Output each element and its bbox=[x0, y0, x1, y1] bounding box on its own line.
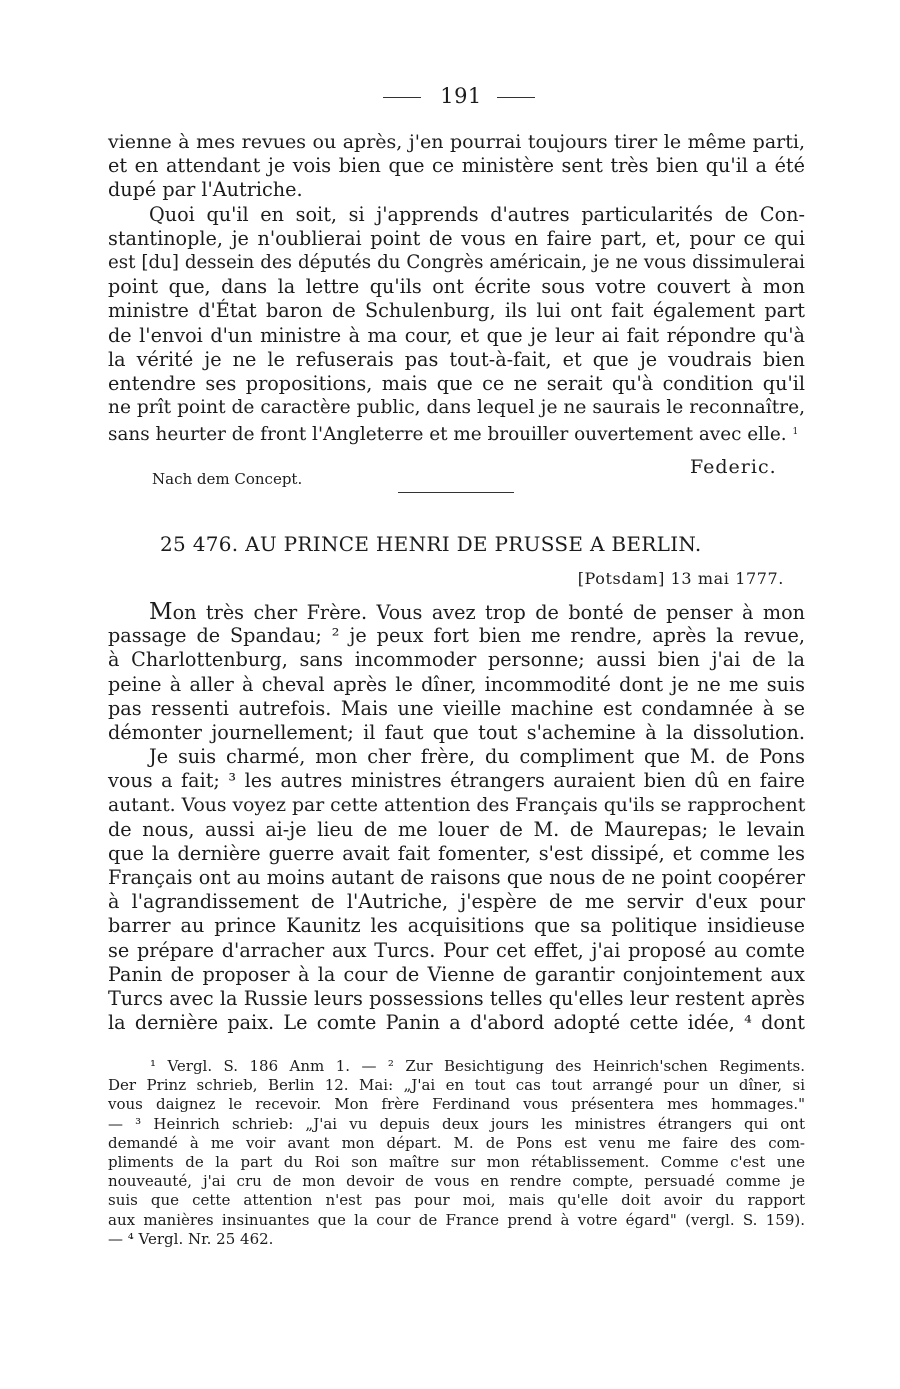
letter-dateline: [Potsdam] 13 mai 1777. bbox=[577, 569, 784, 588]
footnote-line: demandé à me voir avant mon départ. M. de Pons est venu me faire des com- bbox=[108, 1133, 805, 1152]
letter-heading: 25 476. AU PRINCE HENRI DE PRUSSE A BERLIN. bbox=[160, 532, 702, 556]
text-line: pas ressenti autrefois. Mais une vieille machine est condamnée à se bbox=[108, 696, 805, 720]
text-line: la dernière paix. Le comte Panin a d'abord adopté cette idée, ⁴ dont bbox=[108, 1011, 805, 1035]
text-line-content: on très cher Frère. Vous avez trop de bonté de penser à mon bbox=[172, 601, 805, 624]
header-rule-right bbox=[497, 97, 535, 98]
text-line-content: sans heurter de front l'Angleterre et me brouiller ouvertement avec elle. bbox=[108, 424, 787, 446]
source-note: Nach dem Concept. bbox=[152, 470, 303, 488]
text-line: démonter journellement; il faut que tout s'achemine à la dissolution. bbox=[108, 720, 805, 744]
footnote-line: nouveauté, j'ai cru de mon devoir de vous en rendre compte, persuadé comme je bbox=[108, 1172, 805, 1191]
footnote-line: aux manières insinuantes que la cour de France prend à votre égard" (vergl. S. 159). bbox=[108, 1210, 805, 1229]
text-line: que la dernière guerre avait fait fomenter, s'est dissipé, et comme les bbox=[108, 841, 805, 865]
header-rule-left bbox=[383, 97, 421, 98]
text-line: Français ont au moins autant de raisons que nous de ne point coopérer bbox=[108, 866, 805, 890]
text-line: entendre ses propositions, mais que ce ne serait qu'à condition qu'il bbox=[108, 371, 805, 395]
section-separator bbox=[398, 492, 514, 493]
text-line: de l'envoi d'un ministre à ma cour, et que je leur ai fait répondre qu'à bbox=[108, 323, 805, 347]
footnote-line: Der Prinz schrieb, Berlin 12. Mai: „J'ai en tout cas tout arrangé pour un dîner, si bbox=[108, 1076, 805, 1095]
page-header bbox=[0, 84, 900, 108]
text-line: à l'agrandissement de l'Autriche, j'espère de me servir d'eux pour bbox=[108, 890, 805, 914]
text-line: Turcs avec la Russie leurs possessions telles qu'elles leur restent après bbox=[108, 987, 805, 1010]
page-number: 191 bbox=[440, 84, 482, 108]
text-line: vous a fait; ³ les autres ministres étrangers auraient bien dû en faire bbox=[108, 769, 805, 793]
text-line: de nous, aussi ai-je lieu de me louer de M. de Maurepas; le levain bbox=[108, 817, 805, 841]
text-line: stantinople, je n'oublierai point de vous en faire part, et, pour ce qui bbox=[108, 226, 805, 250]
letter-body bbox=[108, 600, 805, 1035]
footnote-line: ¹ Vergl. S. 186 Anm 1. — ² Zur Besichtigung des Heinrich'schen Regiments. bbox=[150, 1057, 805, 1075]
footnote-line: — ³ Heinrich schrieb: „J'ai vu depuis deux jours les ministres étrangers qui ont bbox=[108, 1114, 805, 1133]
text-line bbox=[108, 600, 805, 624]
footnote-mark: 1 bbox=[792, 427, 799, 438]
text-line: ne prît point de caractère public, dans lequel je ne saurais le reconnaître, bbox=[108, 397, 805, 419]
text-line: vienne à mes revues ou après, j'en pourrai toujours tirer le même parti, bbox=[108, 131, 805, 153]
text-line: Je suis charmé, mon cher frère, du compliment que M. de Pons bbox=[149, 745, 805, 769]
text-line: et en attendant je vois bien que ce ministère sent très bien qu'il a été bbox=[108, 154, 805, 178]
text-line: ministre d'État baron de Schulenburg, ils lui ont fait également part bbox=[108, 299, 805, 323]
text-line: Panin de proposer à la cour de Vienne de garantir conjointement aux bbox=[108, 962, 805, 986]
text-line: est [du] dessein des députés du Congrès américain, je ne vous dissimulerai bbox=[108, 251, 805, 273]
text-line bbox=[108, 420, 805, 444]
text-line: barrer au prince Kaunitz les acquisitions que sa politique insidieuse bbox=[108, 914, 805, 938]
footnote-line: vous daignez le recevoir. Mon frère Ferdinand vous présentera mes hommages." bbox=[108, 1095, 805, 1114]
text-line: la vérité je ne le refuserais pas tout-à-fait, et que je voudrais bien bbox=[108, 347, 805, 371]
text-line: passage de Spandau; ² je peux fort bien me rendre, après la revue, bbox=[108, 624, 805, 648]
footnote-line: — ⁴ Vergl. Nr. 25 462. bbox=[108, 1229, 274, 1248]
text-line: dupé par l'Autriche. bbox=[108, 178, 303, 202]
text-line: à Charlottenburg, sans incommoder personne; aussi bien j'ai de la bbox=[108, 648, 805, 672]
footnotes bbox=[108, 1057, 805, 1249]
text-line: autant. Vous voyez par cette attention des Français qu'ils se rapprochent bbox=[108, 794, 806, 816]
footnote-line: pliments de la part du Roi son maître sur mon rétablissement. Comme c'est une bbox=[108, 1152, 805, 1171]
previous-letter-body bbox=[108, 130, 805, 444]
signature: Federic. bbox=[690, 456, 777, 478]
text-line: Quoi qu'il en soit, si j'apprends d'autres particularités de Con- bbox=[149, 202, 805, 226]
footnote-line: suis que cette attention n'est pas pour moi, mais qu'elle doit avoir du rapport bbox=[108, 1191, 805, 1210]
text-line: peine à aller à cheval après le dîner, incommodité dont je ne me suis bbox=[108, 672, 805, 696]
text-line: se prépare d'arracher aux Turcs. Pour cet effet, j'ai proposé au comte bbox=[108, 938, 805, 962]
salutation-initial: M bbox=[149, 599, 173, 625]
text-line: point que, dans la lettre qu'ils ont écrite sous votre couvert à mon bbox=[108, 275, 805, 299]
